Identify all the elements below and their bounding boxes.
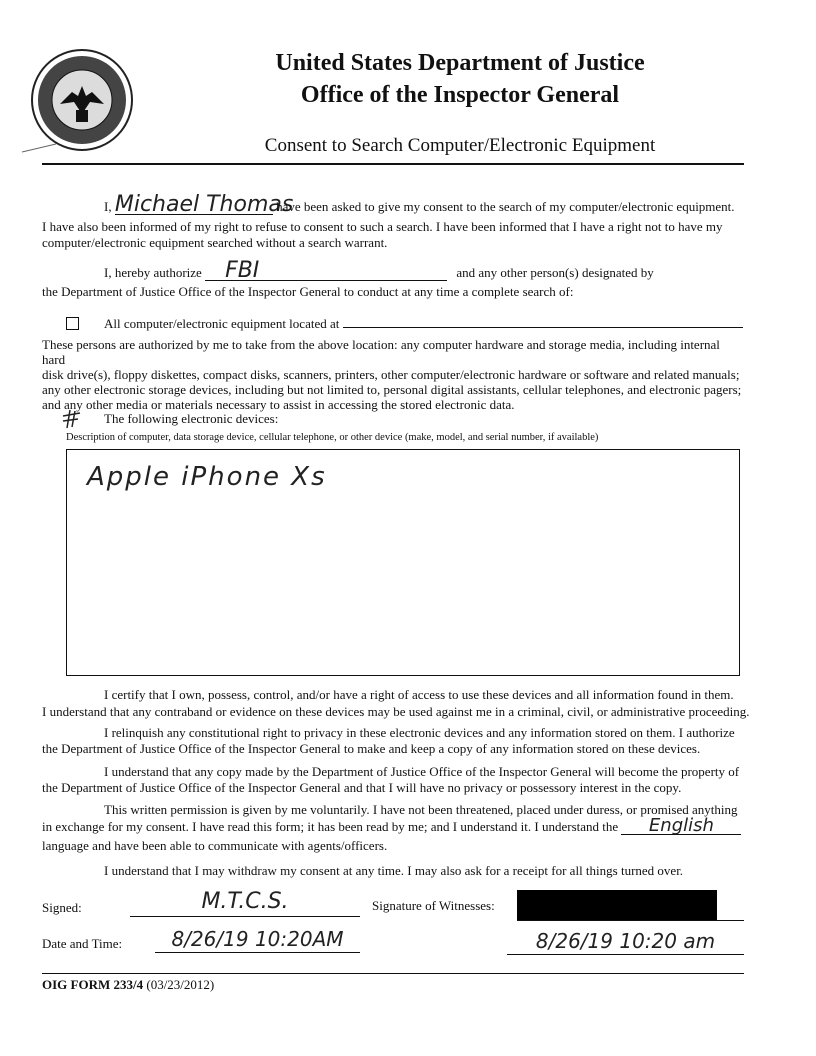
relinquish-line-1: I relinquish any constitutional right to privacy in these electronic devices and any information stored on them. I authorize bbox=[104, 725, 735, 740]
relinquish-line-2: the Department of Justice Office of the Inspector General to make and keep a copy of any information stored on these devices. bbox=[42, 741, 701, 756]
devices-check-mark[interactable] bbox=[60, 408, 84, 430]
office-title: Office of the Inspector General bbox=[300, 82, 620, 108]
copy-line-2: the Department of Justice Office of the Inspector General and that I will have no privacy or possessory interest in the copy. bbox=[42, 780, 682, 795]
consent-line1-rest: have been asked to give my consent to the search of my computer/electronic equipment. bbox=[276, 199, 735, 214]
voluntary-line-1: This written permission is given by me voluntarily. I have not been threatened, placed under duress, or promised anything bbox=[104, 802, 738, 817]
form-number: OIG FORM 233/4 bbox=[42, 977, 144, 992]
signed-label: Signed: bbox=[42, 900, 82, 915]
consent-prefix: I, bbox=[104, 199, 112, 214]
voluntary-line-3: language and have been able to communicate with agents/officers. bbox=[42, 838, 388, 853]
form-date: (03/23/2012) bbox=[146, 977, 215, 992]
redaction-block bbox=[517, 890, 717, 920]
authorize-agency-field[interactable]: FBI bbox=[205, 262, 447, 281]
certify-line-2: I understand that any contraband or evidence on these devices may be used against me in a criminal, civil, or administrative proceeding. bbox=[42, 704, 750, 719]
devices-label: The following electronic devices: bbox=[104, 411, 279, 426]
consent-line-2: I have also been informed of my right to refuse to consent to such a search. I have been informed that I have a right not to have my bbox=[42, 219, 723, 234]
signature-field[interactable]: M.T.C.S. bbox=[130, 888, 360, 917]
consent-name-field[interactable]: Michael Thomas bbox=[114, 192, 294, 217]
persons-line: any other electronic storage devices, including but not limited to, personal digital assistants, cellular telephones, and electronic pagers; bbox=[42, 382, 742, 397]
description-box[interactable] bbox=[66, 449, 740, 676]
datetime-label: Date and Time: bbox=[42, 936, 123, 951]
witness-datetime-field[interactable]: 8/26/19 10:20 am bbox=[507, 928, 744, 955]
authorize-suffix: and any other person(s) designated by bbox=[456, 265, 654, 280]
authorize-prefix: I, hereby authorize bbox=[104, 265, 202, 280]
location-option bbox=[104, 314, 743, 332]
witness-label: Signature of Witnesses: bbox=[372, 898, 495, 913]
persons-line: These persons are authorized by me to take from the above location: any computer hardware and storage media, including internal hard bbox=[42, 337, 720, 367]
location-label: All computer/electronic equipment located at bbox=[104, 316, 340, 331]
voluntary-line-2 bbox=[42, 815, 741, 836]
location-checkbox[interactable] bbox=[66, 317, 79, 330]
doj-oig-seal bbox=[20, 48, 150, 158]
description-value: Apple iPhone Xs bbox=[87, 462, 327, 492]
consent-line-3: computer/electronic equipment searched without a search warrant. bbox=[42, 235, 388, 250]
certify-line-1: I certify that I own, possess, control, and/or have a right of access to use these devices and all information found in them. bbox=[104, 687, 734, 702]
authorize-line bbox=[104, 258, 654, 283]
header-rule bbox=[42, 163, 744, 165]
department-title: United States Department of Justice bbox=[275, 50, 645, 76]
persons-line: and any other media or materials necessary to assist in accessing the stored electronic data. bbox=[42, 397, 515, 412]
consent-line-1 bbox=[104, 192, 735, 217]
persons-paragraph bbox=[42, 337, 744, 412]
form-title: Consent to Search Computer/Electronic Equipment bbox=[264, 135, 656, 156]
form-footer bbox=[42, 977, 214, 993]
description-label: Description of computer, data storage device, cellular telephone, or other device (make, model, and serial number, if available) bbox=[66, 432, 599, 443]
copy-line-1: I understand that any copy made by the Department of Justice Office of the Inspector General will become the property of bbox=[104, 764, 740, 779]
persons-line: disk drive(s), floppy diskettes, compact disks, scanners, printers, other computer/electronic hardware or software and related manuals; bbox=[42, 367, 740, 382]
language-field[interactable]: English bbox=[621, 818, 741, 835]
footer-rule bbox=[42, 973, 744, 974]
authorize-line-2: the Department of Justice Office of the Inspector General to conduct at any time a complete search of: bbox=[42, 284, 574, 299]
voluntary-line2-text: in exchange for my consent. I have read this form; it has been read by me; and I understand it. I understand the bbox=[42, 819, 619, 834]
withdraw-line: I understand that I may withdraw my consent at any time. I may also ask for a receipt for all things turned over. bbox=[104, 863, 684, 878]
location-field[interactable] bbox=[343, 314, 743, 328]
datetime-field[interactable]: 8/26/19 10:20AM bbox=[155, 926, 360, 953]
